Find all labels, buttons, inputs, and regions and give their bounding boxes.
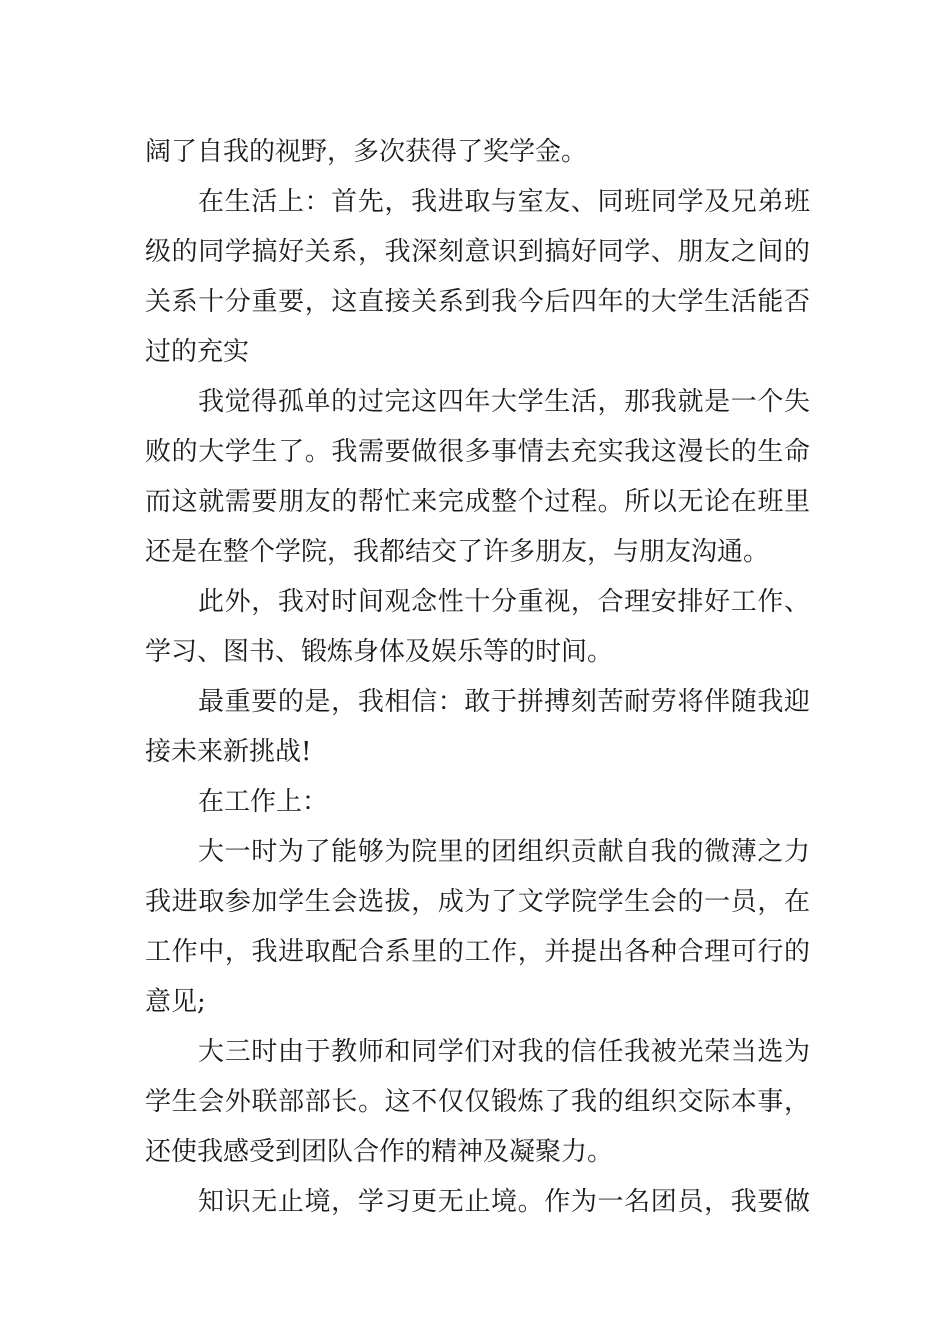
text-line: 我进取参加学生会选拔，成为了文学院学生会的一员，在 bbox=[145, 887, 810, 917]
text-line: 关系十分重要，这直接关系到我今后四年的大学生活能否 bbox=[145, 287, 810, 317]
text-line: 阔了自我的视野，多次获得了奖学金。 bbox=[145, 137, 588, 167]
text-line: 学生会外联部部长。这不仅仅锻炼了我的组织交际本事， bbox=[145, 1087, 810, 1117]
text-line: 学习、图书、锻炼身体及娱乐等的时间。 bbox=[145, 637, 614, 667]
text-line: 工作中，我进取配合系里的工作，并提出各种合理可行的 bbox=[145, 937, 810, 967]
text-line: 接未来新挑战! bbox=[145, 737, 312, 767]
paragraph-first-line: 我觉得孤单的过完这四年大学生活，那我就是一个失 bbox=[198, 387, 810, 417]
text-line: 还是在整个学院，我都结交了许多朋友，与朋友沟通。 bbox=[145, 537, 770, 567]
paragraph-first-line: 最重要的是，我相信：敢于拼搏刻苦耐劳将伴随我迎 bbox=[198, 687, 810, 717]
text-line: 级的同学搞好关系，我深刻意识到搞好同学、朋友之间的 bbox=[145, 237, 810, 267]
text-line: 还使我感受到团队合作的精神及凝聚力。 bbox=[145, 1137, 614, 1167]
text-line: 败的大学生了。我需要做很多事情去充实我这漫长的生命 bbox=[145, 437, 810, 467]
paragraph-first-line: 大三时由于教师和同学们对我的信任我被光荣当选为 bbox=[198, 1037, 810, 1067]
paragraph-first-line: 此外，我对时间观念性十分重视，合理安排好工作、 bbox=[198, 587, 810, 617]
text-line: 意见; bbox=[145, 987, 206, 1017]
section-heading: 在工作上： bbox=[198, 787, 329, 817]
text-line: 而这就需要朋友的帮忙来完成整个过程。所以无论在班里 bbox=[145, 487, 810, 517]
paragraph-first-line: 知识无止境，学习更无止境。作为一名团员，我要做 bbox=[198, 1187, 810, 1217]
paragraph-first-line: 在生活上：首先，我进取与室友、同班同学及兄弟班 bbox=[198, 187, 810, 217]
paragraph-first-line: 大一时为了能够为院里的团组织贡献自我的微薄之力 bbox=[198, 837, 810, 867]
text-line: 过的充实 bbox=[145, 337, 250, 367]
